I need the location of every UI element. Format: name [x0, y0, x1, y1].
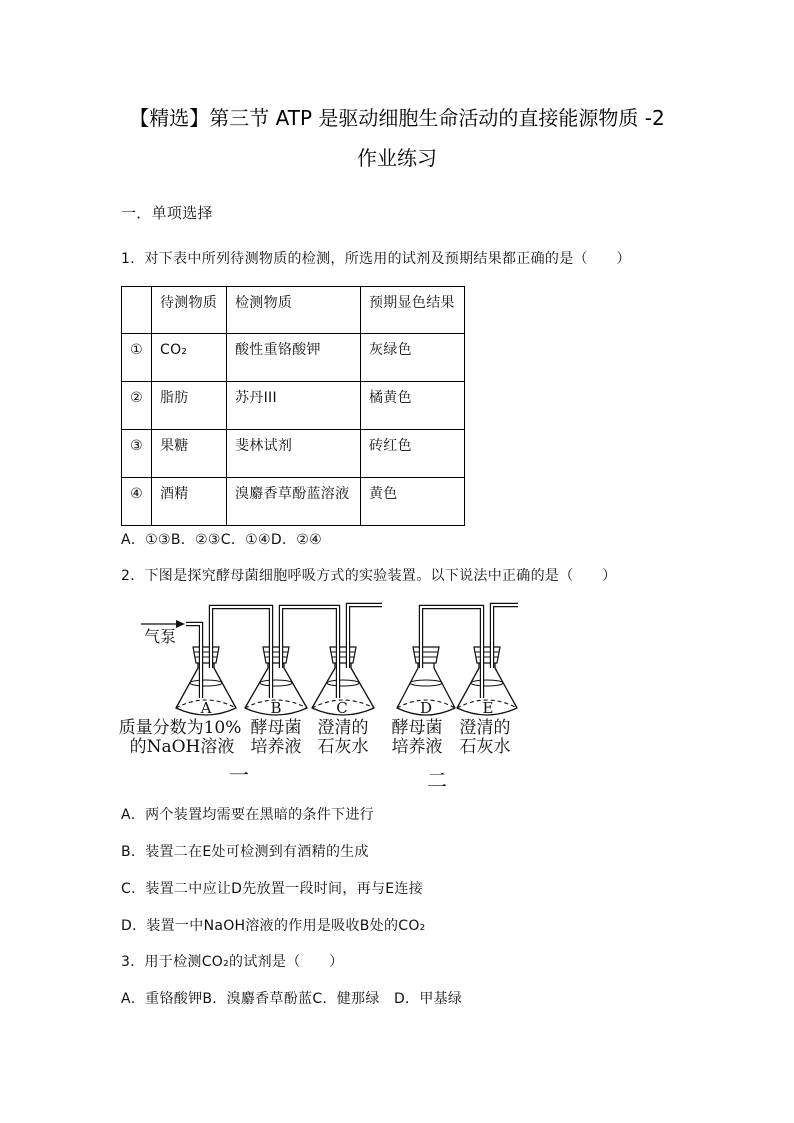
table-header-cell: 预期显色结果: [361, 287, 465, 334]
flask-d-label-line-2: 培养液: [391, 737, 443, 757]
table-cell-substance: CO₂: [152, 334, 227, 382]
flask-a-letter: A: [200, 699, 212, 717]
question-1-stem: 1．对下表中所列待测物质的检测，所选用的试剂及预期结果都正确的是（ ）: [121, 251, 631, 267]
table-cell-substance: 果糖: [152, 430, 227, 478]
flask-c-stopper: [330, 647, 356, 663]
question-1-options: A．①③B．②③C．①④D．②④: [121, 532, 322, 548]
table-row: [122, 382, 465, 430]
apparatus-two-label: 二: [427, 768, 447, 792]
apparatus-one-label: 一: [229, 763, 249, 787]
flask-b-letter: B: [270, 699, 282, 717]
flask-a-label-line-1: 质量分数为10%: [118, 718, 242, 738]
table-row: [122, 478, 465, 526]
table-cell-substance: 酒精: [152, 478, 227, 526]
table-header-cell-empty: [122, 287, 152, 334]
flask-c: [312, 647, 374, 717]
question-2-option-a: A．两个装置均需要在黑暗的条件下进行: [121, 807, 374, 823]
question-3-options: A．重铬酸钾B．溴麝香草酚蓝C．健那绿 D．甲基绿: [121, 991, 463, 1007]
table-cell-substance: 脂肪: [152, 382, 227, 430]
table-cell-reagent: 酸性重铬酸钾: [227, 334, 361, 382]
table-header-cell: 检测物质: [227, 287, 361, 334]
document-title-line-1: 【精选】第三节 ATP 是驱动细胞生命活动的直接能源物质 -2: [129, 106, 665, 130]
flask-d-stopper: [413, 647, 439, 663]
flask-c-label-line-1: 澄清的: [317, 718, 369, 738]
question-2-option-b: B．装置二在E处可检测到有酒精的生成: [121, 844, 369, 860]
flask-b-label-line-2: 培养液: [250, 737, 302, 757]
flask-e-label-line-1: 澄清的: [459, 718, 511, 738]
table-cell-reagent: 斐林试剂: [227, 430, 361, 478]
flask-a-stopper: [193, 647, 219, 663]
flask-e-label-line-2: 石灰水: [459, 737, 511, 757]
table-cell-expected-color: 灰绿色: [361, 334, 465, 382]
question-3-stem: 3．用于检测CO₂的试剂是（ ）: [121, 954, 344, 970]
table-cell-marker: ③: [122, 430, 152, 478]
table-cell-reagent: 溴麝香草酚蓝溶液: [227, 478, 361, 526]
flask-c-letter: C: [336, 699, 348, 717]
flask-b-stopper: [263, 647, 289, 663]
flask-d-letter: D: [419, 699, 433, 717]
table-header-cell: 待测物质: [152, 287, 227, 334]
arrow-right-icon: [176, 620, 185, 628]
flask-e-stopper: [474, 647, 500, 663]
table-cell-expected-color: 砖红色: [361, 430, 465, 478]
flask-b-label-line-1: 酵母菌: [250, 718, 302, 738]
question-2-option-d: D．装置一中NaOH溶液的作用是吸收B处的CO₂: [121, 918, 426, 934]
table-header-row: [122, 287, 465, 334]
section-heading: 一．单项选择: [121, 204, 213, 222]
flask-a-label-line-2: 的NaOH溶液: [129, 737, 235, 757]
air-pump-label: 气泵: [143, 627, 177, 646]
table-cell-reagent: 苏丹III: [227, 382, 361, 430]
table-cell-marker: ①: [122, 334, 152, 382]
table-cell-marker: ④: [122, 478, 152, 526]
document-title-line-2: 作业练习: [357, 146, 437, 170]
table-row: [122, 334, 465, 382]
table-cell-marker: ②: [122, 382, 152, 430]
flask-e-letter: E: [482, 699, 494, 717]
table-cell-expected-color: 橘黄色: [361, 382, 465, 430]
table-cell-expected-color: 黄色: [361, 478, 465, 526]
flask-b: [245, 647, 307, 717]
question-2-option-c: C．装置二中应让D先放置一段时间，再与E连接: [121, 881, 423, 897]
table-row: [122, 430, 465, 478]
yeast-respiration-apparatus-figure: [118, 598, 520, 794]
flask-a: [176, 647, 236, 717]
flask-d-label-line-1: 酵母菌: [391, 718, 443, 738]
flask-c-label-line-2: 石灰水: [317, 737, 369, 757]
question-2-stem: 2．下图是探究酵母菌细胞呼吸方式的实验装置。以下说法中正确的是（ ）: [121, 568, 617, 584]
flask-d: [397, 647, 455, 717]
question-1-table: [121, 286, 465, 526]
flask-e: [457, 647, 517, 717]
